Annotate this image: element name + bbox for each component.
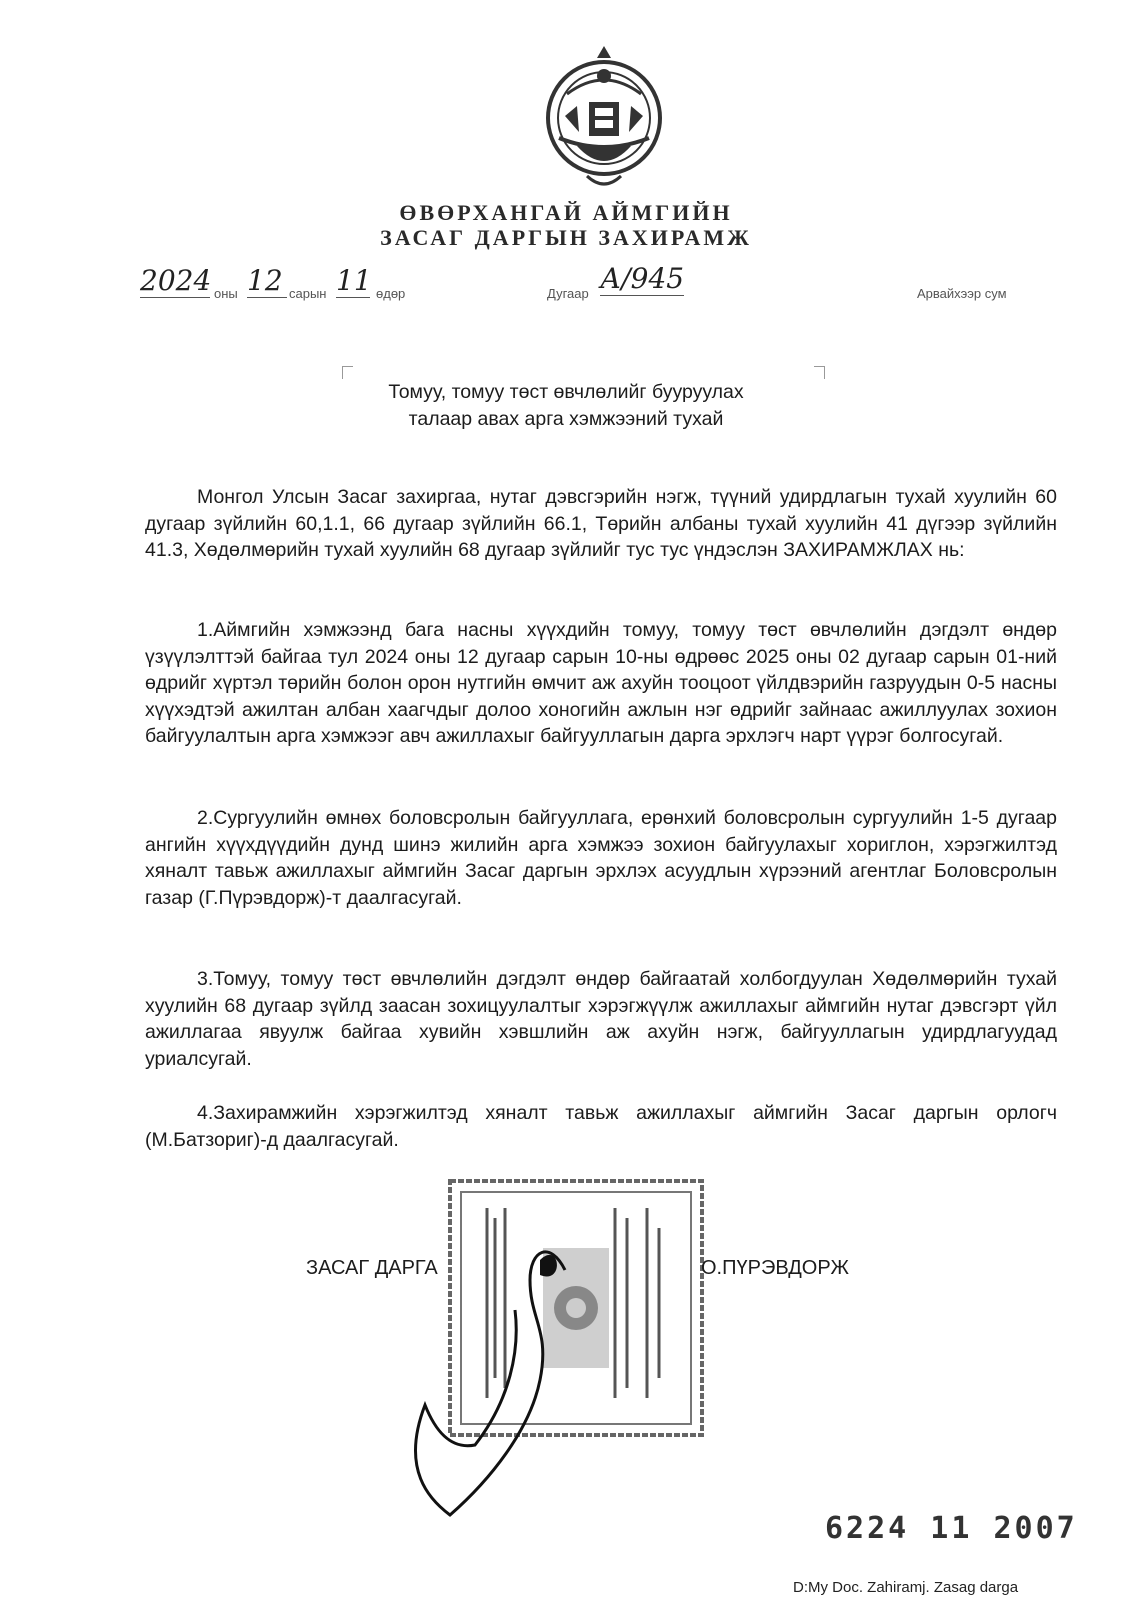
date-year: 2024 <box>140 264 212 297</box>
preamble-paragraph: Монгол Улсын Засаг захиргаа, нутаг дэвсгэрийн нэгж, түүний удирдлагын тухай хуулийн 60 дугаар зүйлийн 60,1.1, 66 дугаар зүйлийн 66.1, Төрийн албаны тухай хуулийн 41 дүгээр зүйлийн 41.3, Хөдөлмөрийн тухай хуулийн 68 дугаар зүйлийг тус тус үндэслэн ЗАХИРАМЖЛАХ нь: <box>145 486 1057 561</box>
document-title <box>0 379 1132 433</box>
signatory-name: О.ПҮРЭВДОРЖ <box>701 1257 849 1279</box>
number-label: Дугаар <box>547 286 589 301</box>
date-year-label: оны <box>214 286 238 301</box>
document-registration-number: 6224 11 2007 <box>825 1511 1078 1546</box>
date-day: 11 <box>336 264 372 297</box>
place: Арвайхээр сум <box>917 286 1007 301</box>
title-corner-right-mark <box>814 366 825 379</box>
org-name-line2: ЗАСАГ ДАРГЫН ЗАХИРАМЖ <box>380 225 752 250</box>
clause-4-paragraph: 4.Захирамжийн хэрэгжилтэд хяналт тавьж ажиллахыг аймгийн Засаг даргын орлогч (М.Батзориг)-д даалгасугай. <box>145 1102 1057 1151</box>
document-number: А/945 <box>600 262 685 295</box>
title-corner-left-mark <box>342 366 353 379</box>
clause-1-paragraph: 1.Аймгийн хэмжээнд бага насны хүүхдийн томуу, томуу төст өвчлөлийн дэгдэлт өндөр үзүүлэлттэй байгаа тул 2024 оны 12 дугаар сарын 10-ны өдрөөс 2025 оны 02 дугаар сарын 01-ний өдрийг хүртэл төрийн болон орон нутгийн өмчит аж ахуйн тооцоот үйлдвэрийн газруудын 0-5 насны хүүхэдтэй ажилтан албан хаагчдыг долоо хоногийн ажлын нэг өдрийг зайнаас ажиллуулах зохион байгуулалтын арга хэмжээг авч ажиллахыг байгууллагын дарга эрхлэгч нарт үүрэг болгосугай. <box>145 619 1057 747</box>
date-month: 12 <box>247 264 287 298</box>
date-month-label: сарын <box>289 286 327 301</box>
clause-3-paragraph: 3.Томуу, томуу төст өвчлөлийн дэгдэлт өндөр байгаатай холбогдуулан Хөдөлмөрийн тухай хуулийн 68 дугаар зүйлд заасан зохицуулалтыг хэрэгжүүлж ажиллахыг аймгийн нутаг дэвсгэрт үйл ажиллагаа явуулж байгаа хувийн хэвшлийн аж ахуйн нэгж, байгууллагын удирдлагуудад уриалсугай. <box>145 968 1057 1070</box>
date-day-label: өдөр <box>376 286 406 301</box>
title-line2: талаар авах арга хэмжээний тухай <box>408 408 724 430</box>
clause-2-paragraph: 2.Сургуулийн өмнөх боловсролын байгууллага, ерөнхий боловсролын сургуулийн 1-5 дугаар ангийн хүүхдүүдийн дунд шинэ жилийн арга хэмжээ зохион байгуулахыг хориглон, хэрэгжилтэд хяналт тавьж ажиллахыг аймгийн Засаг даргын эрхлэх асуудлын хүрээний агентлаг Боловсролын газар (Г.Пүрэвдорж)-т даалгасугай. <box>145 807 1057 909</box>
signatory-position: ЗАСАГ ДАРГА <box>306 1257 438 1279</box>
state-emblem-icon <box>537 46 671 196</box>
file-path: D:My Doc. Zahiramj. Zasag darga <box>793 1579 1019 1596</box>
org-name-line1: ӨВӨРХАНГАЙ АЙМГИЙН <box>399 200 733 225</box>
title-line1: Томуу, томуу төст өвчлөлийг бууруулах <box>388 381 744 403</box>
